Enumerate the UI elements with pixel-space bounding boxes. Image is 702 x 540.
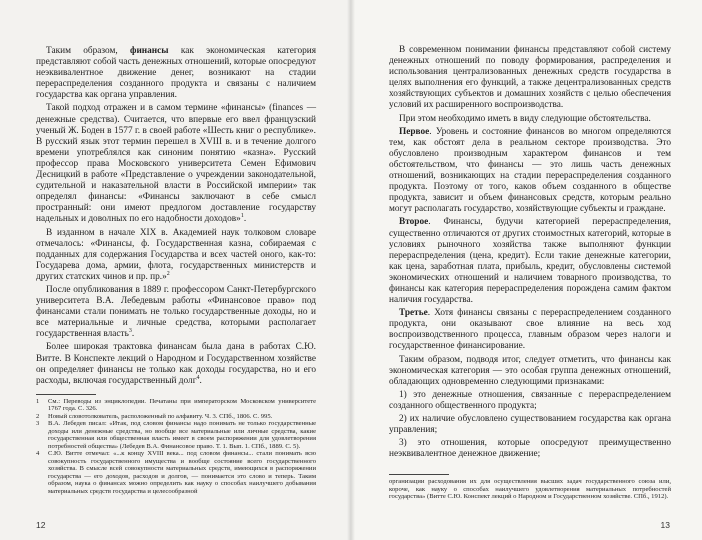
paragraph: В изданном в начале XIX в. Академией наук толковом словаре отмечалось: «Финансы, ф. Государственная казна, собираемая с подданных для содержания Государства и всех частей оного, как-то: Государева дома, армии, флота, государственных министерств и других статских чинов и пр. пр.»$^2$ [36,227,316,282]
paragraph: Таким образом, финансы как экономическая категория представляют собой часть денежных отношений, которые опосредуют неэквивалентное движение денег, возникают на стадии перераспределения созданного продукта и связаны с наличием государства как органа управления. [36,46,316,101]
footnote-divider [389,474,449,475]
left-footnotes [36,398,316,496]
page-number: 13 [660,520,670,530]
footnote: 1 См.: Переводы из энциклопедии. Печатаны при императорском Московском университете 1767 года. С. 326. [36,397,316,413]
page-number: 12 [36,520,46,530]
list-item: 2) их наличие обусловлено существованием государства как органа управления; [389,414,671,436]
paragraph: Более широкая трактовка финансам была дана в работах С.Ю. Витте. В Конспекте лекций о Народном и Государственном хозяйстве он определяет финансы не только как доходы государства, но и его расходы, включая государственный долг$^4$. [36,342,316,386]
right-column [389,45,671,501]
footnote-ref: 3 [128,328,132,335]
footnote: 2 Новый словотолкователь, расположенный по алфавиту. Ч. 3. СПб., 1806. С. 995. [36,412,273,420]
footnote-ref: 4 [196,374,200,381]
term-finance: финансы [130,46,169,56]
paragraph: Первое. Уровень и состояние финансов во многом определяются тем, как обстоят дела в реальном секторе производства. Это обусловлено производным характером финансов и тем обстоятельством, что финансы — это лишь часть денежных отношений, возникающих на стадии перераспределения созданного продукта. Поэтому от того, каков объем созданного в обществе продукта, зависит и объем финансовых средств, которым реально могут располагать государство, хозяйствующие субъекты и граждане. [389,126,671,215]
footnote-divider [36,394,96,395]
book-gutter [347,0,355,540]
list-item: 1) это денежные отношения, связанные с перераспределением созданного общественного продукта; [389,389,671,411]
point-third: Третье [399,308,428,319]
left-main-text [36,46,316,387]
left-column [36,46,316,495]
point-second: Второе [399,217,429,228]
footnote: 4 С.Ю. Витте отмечал: «...к концу XVIII века... под словом финансы... стали понимать всю совокупность государственного имущества и вообще состояние всего государственного хозяйства. В смысле всей совокупности материальных средств, имеющихся в распоряжении государства — его доходов, расходов и долгов, — понимается это слово и теперь. Таким образом, наука о финансах можно определить как науку о способах наилучшего добывания материальных средств государства и целесообразной [36,450,316,495]
paragraph: После опубликования в 1889 г. профессором Санкт-Петербургского университета В.А. Лебедевым работы «Финансовое право» под финансами стали понимать не только государственные доходы, но и все материальные и личные средства, которыми располагает государственная власть$^3$. [36,284,316,340]
paragraph: Второе. Финансы, будучи категорией перераспределения, существенно отличаются от других стоимостных категорий, которые в условиях рыночного хозяйства также выполняют функции перераспределения (цена, кредит). Если такие денежные категории, как цена, заработная плата, прибыль, кредит, обусловлены системой экономических отношений и наличием товарного производства, то финансы как категория перераспределения порождена самим фактом наличия государства. [389,217,671,306]
footnote: 3 В.А. Лебедев писал: «Итак, под словом финансы надо понимать не только государственные доходы или денежные средства, но вообще все материальные или личные средства, какие государственная или общественная власть имеет в своем распоряжении для удовлетворения потребностей общества» (Лебедев В.А. Финансовое право. Т. 1. Вып. 1. СПб., 1889. С. 5). [36,420,316,450]
point-first: Первое [399,126,430,137]
footnote-ref: 1 [240,213,244,220]
paragraph: Такой подход отражен и в самом термине «финансы» (finances — денежные средства). Считается, что впервые его ввел французский ученый Ж. Боден в 1577 г. в своей работе «Шесть книг о республике». В русский язык этот термин перешел в XVIII в. и в течение долгого времени употреблялся как синоним понятию «казна». Русский профессор права Московского университета Семен Ефимович Десницкий в работе «Представление о учреждении законодательной, судительной и наказательной власти в Российской империи» так определял финансы: «Финансы заключают в себе смысл пространный: они имеют предлогом доставление государству надельных и доволных по его надобности доходов»$^1$. [36,103,316,225]
right-page [351,0,702,540]
paragraph: Третье. Хотя финансы связаны с перераспределением созданного продукта, они оказывают свое влияние на весь ход воспроизводственного процесса, главным образом через налоги и государственное финансирование. [389,308,671,352]
right-main-text [389,45,671,460]
list-item: 3) это отношения, которые опосредуют преимущественно неэквивалентное денежное движение; [389,438,671,460]
paragraph: В современном понимании финансы представляют собой систему денежных отношений по поводу формирования, распределения и использования централизованных денежных средств государства в целях выполнения его функций, а также децентрализованных средств хозяйствующих субъектов и домашних хозяйств с целью обеспечения условий их расширенного воспроизводства. [389,45,671,111]
right-footnotes [389,478,671,501]
footnote-ref: 2 [166,270,170,277]
paragraph: Таким образом, подводя итог, следует отметить, что финансы как экономическая категория — это особая группа денежных отношений, обладающих одновременно следующими признаками: [389,354,671,387]
footnote-continuation: организации расходования их для осуществления высших задач государственного союза или, короче, как науку о способах наилучшего удовлетворения материальных потребностей государства» (Витте С.Ю. Конспект лекций о Народном и Государственном хозяйстве. СПб., 1912). [389,478,671,501]
paragraph: При этом необходимо иметь в виду следующие обстоятельства. [399,113,651,124]
